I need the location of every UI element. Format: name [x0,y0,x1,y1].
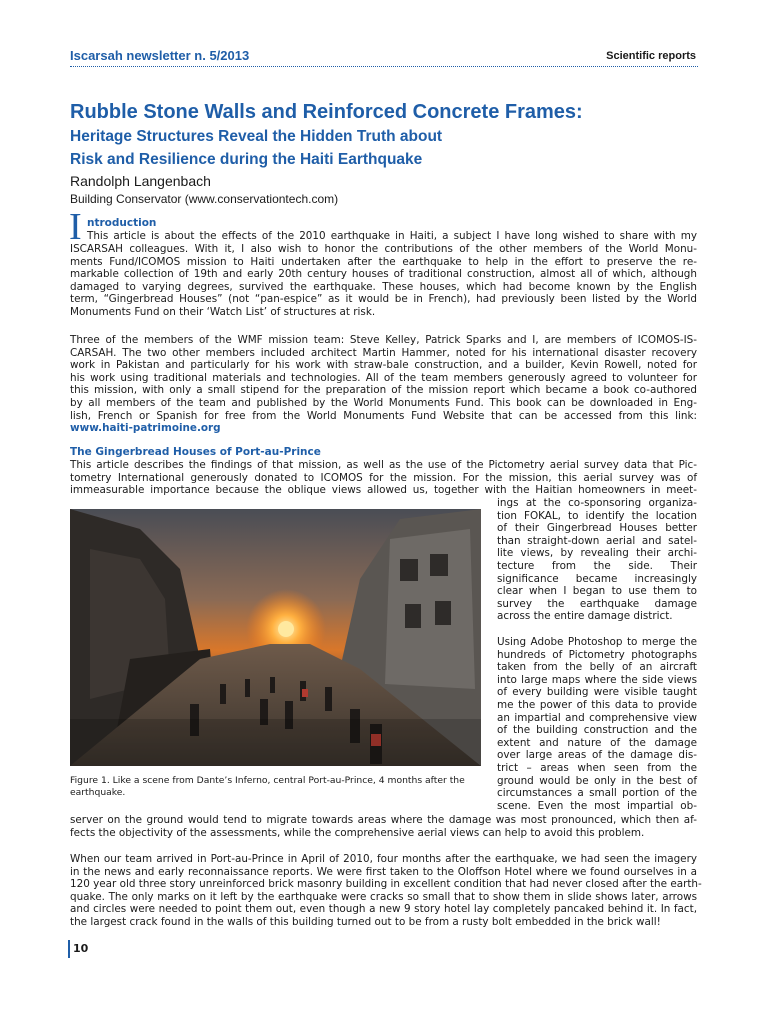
side-column-line: me the power of this data to provide [497,698,697,711]
gingerbread-line: tometry International generously donated to ICOMOS for the mission. For the mission, this aerial survey was of [70,471,697,484]
gingerbread-heading: The Gingerbread Houses of Port-au-Prince [70,446,321,458]
side-column-line: extent and nature of the damage [497,736,697,749]
intro-paragraph [70,243,697,319]
arrival-paragraph [70,853,702,929]
intro-line: ments Fund/ICOMOS mission to Haiti undertaken after the earthquake to help in the effort to preserve the re- [70,255,697,268]
side-column-line: of every building were visible taught [497,686,697,699]
gingerbread-line: server on the ground would tend to migrate towards areas where the damage was most pronounced, which then af- [70,814,697,826]
side-column-line: tecture from the side. Their [497,559,697,572]
side-column-line: ground would be only in the best of [497,774,697,787]
intro-line: ISCARSAH colleagues. With it, I also wish to honor the contributions of the other members of the World Monu- [70,243,697,255]
gingerbread-line: fects the objectivity of the assessments, while the comprehensive aerial views can help to avoid this problem. [70,826,645,839]
author-affiliation: Building Conservator (www.conservationtech.com) [70,192,339,206]
side-column-line: scene. Even the most impartial ob- [497,799,697,812]
side-column-line: ings at the co-sponsoring organiza- [497,497,697,509]
team-line: Three of the members of the WMF mission team: Steve Kelley, Patrick Sparks and I, are members of ICOMOS-IS- [70,334,697,346]
side-column-line: lite views, by revealing their archi- [497,547,697,560]
haiti-patrimoine-link[interactable]: www.haiti-patrimoine.org [70,422,221,435]
article-title: Rubble Stone Walls and Reinforced Concrete Frames: [70,101,583,123]
page-number: 10 [68,940,88,958]
side-column-line: hundreds of Pictometry photographs [497,648,697,661]
side-column-line: taken from the belly of an aircraft [497,661,697,674]
side-column-line: circumstances a small portion of the [497,787,697,800]
side-column-line: clear when I began to use them to [497,585,697,598]
side-column-line: survey the earthquake damage [497,597,697,610]
side-column-line: of the building construction and the [497,724,697,737]
team-line: by all members of the team and published by the World Monuments Fund. This book can be downloaded in Eng- [70,396,697,409]
intro-line: term, “Gingerbread Houses” (not “pan-espice” as it would be in French), had previously been listed by the World [70,293,697,306]
intro-heading: ntroduction [87,217,157,229]
drop-cap: I [69,206,82,248]
header-divider [70,66,698,67]
arrival-line: the largest crack found in the walls of this building turned out to be from a rusty bolt embedded in the brick wall! [70,915,661,928]
figure-caption: Figure 1. Like a scene from Dante’s Inferno, central Port-au-Prince, 4 months after the earthquake. [70,775,465,798]
intro-first-line-block [87,230,697,243]
article-subtitle-line1: Heritage Structures Reveal the Hidden Truth about [70,128,443,145]
side-column-text-b [497,636,697,812]
arrival-line: in the news and early reconnaissance reports. We were first taken to the Oloffson Hotel where we found ourselves in a [70,865,697,878]
gingerbread-line: immeasurable importance because the oblique views allowed us, together with the Haitian homeowners in meet- [70,484,697,497]
arrival-line: 120 year old three story unreinforced brick masonry building in excellent condition that had never closed after the earth- [70,878,702,891]
team-paragraph [70,334,697,435]
side-column-text-a [497,497,697,623]
arrival-line: When our team arrived in Port-au-Prince in April of 2010, four months after the earthquake, we had seen the imagery [70,853,697,865]
street-scene-photo [70,509,481,766]
intro-line: Monuments Fund on their ‘Watch List’ of structures at risk. [70,305,376,318]
gingerbread-intro-lines [70,459,697,497]
side-column-line: significance became increasingly [497,572,697,585]
intro-line: markable collection of 19th and early 20th century houses of traditional construction, almost all of which, although [70,268,697,281]
gingerbread-tail [70,814,697,839]
newsletter-title: Iscarsah newsletter n. 5/2013 [70,48,250,63]
side-column-line: than straight-down aerial and satel- [497,534,697,547]
team-line: work in Pakistan and particularly for his work with straw-bale construction, and a builder, Kevin Rowell, noted for [70,359,697,372]
arrival-line: and circles were needed to point them out, even though a new 9 story hotel lay completely pancaked behind it. In fact, [70,903,697,916]
team-line: this mission, with only a small stipend for the preparation of the mission report which became a book co-authored [70,384,697,397]
side-column-line: of their Gingerbread Houses better [497,522,697,535]
intro-line: This article is about the effects of the 2010 earthquake in Haiti, a subject I have long wished to share with my [87,230,697,242]
intro-line: damaged to varying degrees, survived the earthquake. These houses, which had become known by the English [70,280,697,293]
side-column-line: tion FOKAL, to identify the location [497,509,697,522]
team-line: lish, French or Spanish for free from the World Monuments Fund Website that can be accessed from this link: [70,409,697,422]
arrival-line: quake. The only marks on it left by the earthquake were cracks so small that to show them in slide shows later, arrows [70,890,697,903]
side-column-line: trict – areas when seen from the [497,761,697,774]
side-column-line: over large areas of the damage dis- [497,749,697,762]
section-label: Scientific reports [606,50,696,62]
side-column-line: an impartial and comprehensive view [497,711,697,724]
gingerbread-line: This article describes the findings of that mission, as well as the use of the Pictometry aerial survey data that Pic- [70,459,697,471]
side-column-line: into large maps where the side views [497,673,697,686]
team-line: his work using traditional materials and technologies. All of the team members generously agreed to volunteer for [70,371,697,384]
team-line: CARSAH. The two other members included architect Martin Hammer, noted for his international disaster recovery [70,346,697,359]
side-column-line: Using Adobe Photoshop to merge the [497,636,697,648]
side-column-line: across the entire damage district. [497,610,673,623]
article-subtitle-line2: Risk and Resilience during the Haiti Earthquake [70,151,423,168]
author-name: Randolph Langenbach [70,173,211,189]
